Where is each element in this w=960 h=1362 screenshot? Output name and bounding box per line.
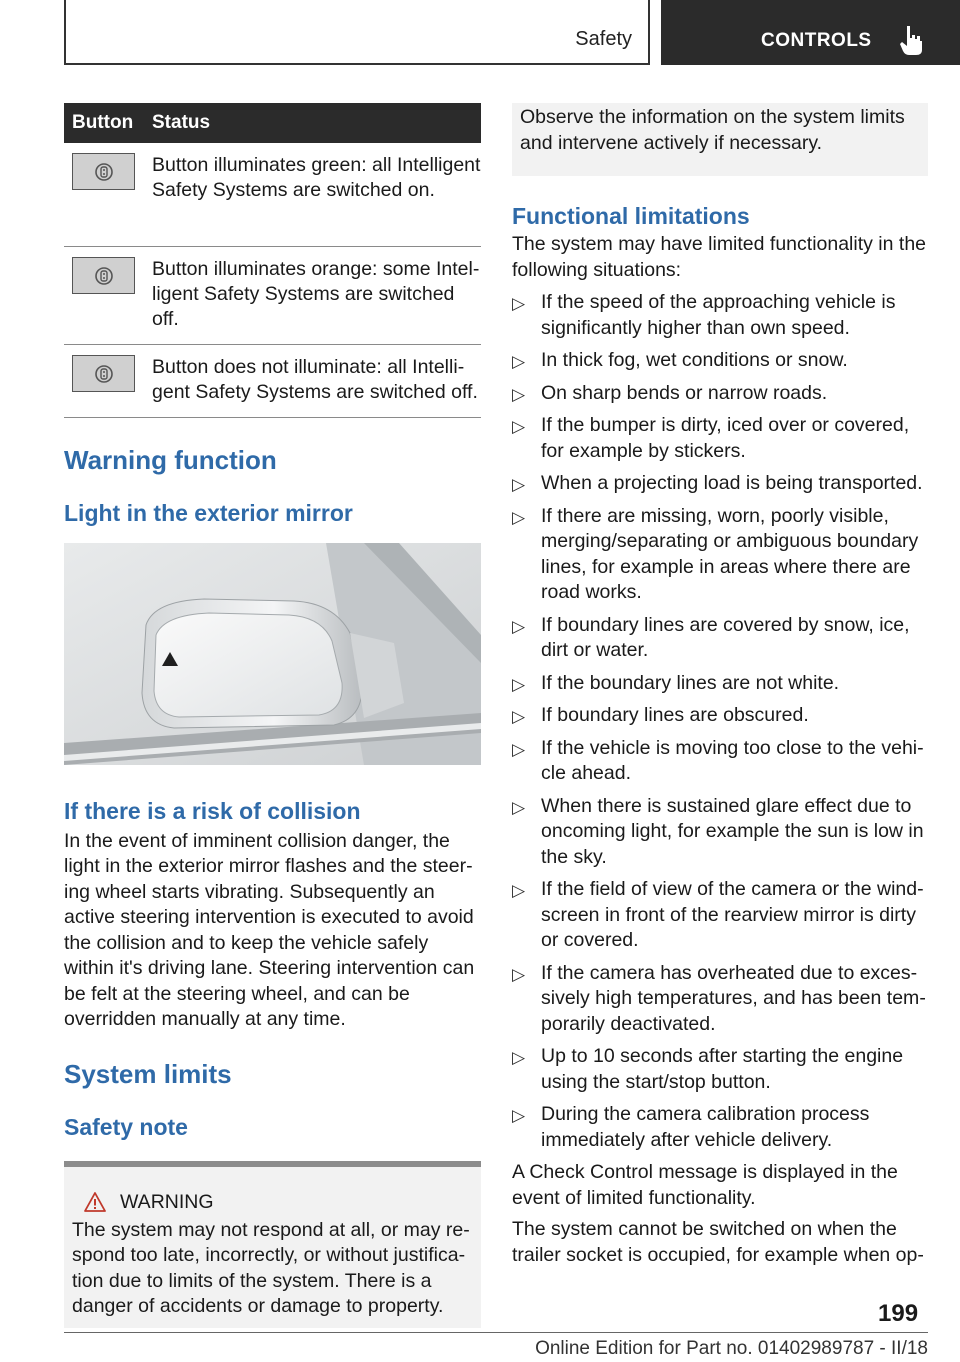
note-box: [512, 103, 928, 176]
list-item: ▷ If there are missing, worn, poorly visible, merging/separating or ambiguous boundary lines, for example in areas where there are road works.: [512, 504, 919, 603]
check-control-paragraph: A Check Control message is displayed in the event of limited functionality.: [512, 1161, 898, 1209]
bullet-triangle-icon: ▷: [512, 964, 526, 984]
list-item: ▷ If the field of view of the camera or the windscreen in front of the rearview mirror is dirty or covered.: [512, 878, 924, 951]
safety-systems-button-icon: [72, 257, 135, 294]
section-title: Safety: [575, 28, 632, 50]
table-row: [64, 344, 481, 417]
list-item: ▷ If the speed of the approaching vehicle is significantly higher than own speed.: [512, 291, 896, 339]
chapter-tab: [661, 0, 960, 65]
warning-box: [64, 1161, 481, 1328]
safety-systems-button-icon: [72, 355, 135, 392]
list-item: ▷ If boundary lines are covered by snow, ice, dirt or water.: [512, 613, 910, 661]
heading-system-limits: System limits: [64, 1058, 232, 1089]
list-item: ▷ When a projecting load is being transported.: [512, 471, 928, 497]
limitations-list: [512, 290, 928, 1153]
footer-divider: [64, 1332, 928, 1333]
heading-warning-function: Warning function: [64, 444, 277, 475]
list-item: ▷ During the camera calibration process immediately after vehicle delivery.: [512, 1103, 870, 1151]
edition-footer: Online Edition for Part no. 01402989787 - II/18: [535, 1338, 928, 1359]
trailer-socket-paragraph: The system cannot be switched on when the trailer socket is occupied, for example when op-: [512, 1218, 924, 1266]
button-status-table: [64, 103, 481, 418]
bullet-triangle-icon: ▷: [512, 507, 526, 527]
list-item: ▷ On sharp bends or narrow roads.: [512, 381, 928, 407]
bullet-triangle-icon: ▷: [512, 1048, 526, 1067]
table-header-status: Status: [144, 103, 481, 143]
list-item: ▷ If the vehicle is moving too close to the vehicle ahead.: [512, 736, 924, 784]
list-item: ▷ If the boundary lines are not white.: [512, 671, 928, 697]
left-column: [64, 103, 481, 1328]
list-item: ▷ If the bumper is dirty, iced over or covered, for example by stickers.: [512, 414, 910, 462]
list-item: ▷ If the camera has overheated due to excessively high temperatures, and has been temporarily deactivated.: [512, 961, 926, 1035]
warning-triangle-icon: [84, 1192, 106, 1212]
table-cell-status: Button illuminates green: all Intelligent Safety Systems are switched on.: [144, 143, 481, 246]
table-row: [64, 143, 481, 246]
bullet-triangle-icon: ▷: [512, 797, 526, 817]
safety-systems-button-icon: [72, 153, 135, 190]
page-number: 199: [878, 1300, 919, 1327]
table-header-button: Button: [64, 103, 144, 143]
table-row: [64, 246, 481, 344]
pointing-hand-icon: [898, 24, 924, 56]
collision-paragraph: In the event of imminent collision danger, the light in the exterior mirror flashes and the steering wheel starts vibrating. Subsequently an active steering intervention is executed to avoid the collision and to keep the vehicle safely within it's driving lane. Steering intervention can be felt at the steering wheel, and can be overridden manually at any time.: [64, 829, 475, 1030]
chapter-title: CONTROLS: [761, 30, 872, 51]
heading-functional-limitations: Functional limitations: [512, 203, 750, 229]
heading-risk-of-collision: If there is a risk of collision: [64, 797, 361, 824]
bullet-triangle-icon: ▷: [512, 384, 526, 404]
header-frame: [64, 0, 650, 65]
bullet-triangle-icon: ▷: [512, 294, 526, 313]
list-item: ▷ If boundary lines are obscured.: [512, 703, 928, 729]
list-item: ▷ In thick fog, wet conditions or snow.: [512, 348, 928, 374]
right-column: [512, 103, 928, 1268]
bullet-triangle-icon: ▷: [512, 707, 526, 726]
bullet-triangle-icon: ▷: [512, 475, 526, 494]
bullet-triangle-icon: ▷: [512, 352, 526, 371]
heading-safety-note: Safety note: [64, 1113, 188, 1140]
heading-light-exterior-mirror: Light in the exterior mirror: [64, 499, 353, 526]
bullet-triangle-icon: ▷: [512, 674, 526, 694]
table-cell-status: Button illuminates orange: some Intelligent Safety Systems are switched off.: [144, 246, 481, 344]
exterior-mirror-image: [64, 543, 481, 765]
warning-text: The system may not respond at all, or may respond too late, incorrectly, or without justification due to limits of the system. There is a danger of accidents or damage to property.: [72, 1218, 470, 1317]
list-item: ▷ When there is sustained glare effect due to oncoming light, for example the sun is low in the sky.: [512, 794, 924, 868]
note-text: Observe the information on the system limits and intervene actively if necessary.: [520, 106, 905, 154]
bullet-triangle-icon: ▷: [512, 417, 526, 436]
bullet-triangle-icon: ▷: [512, 1106, 526, 1125]
table-cell-status: Button does not illuminate: all Intelligent Safety Systems are switched off.: [144, 344, 481, 417]
bullet-triangle-icon: ▷: [512, 881, 526, 900]
bullet-triangle-icon: ▷: [512, 616, 526, 636]
list-item: ▷ Up to 10 seconds after starting the engine using the start/stop button.: [512, 1045, 904, 1093]
limitations-intro: The system may have limited functionality in the following situations:: [512, 233, 927, 281]
bullet-triangle-icon: ▷: [512, 739, 526, 759]
warning-title: WARNING: [120, 1190, 214, 1213]
